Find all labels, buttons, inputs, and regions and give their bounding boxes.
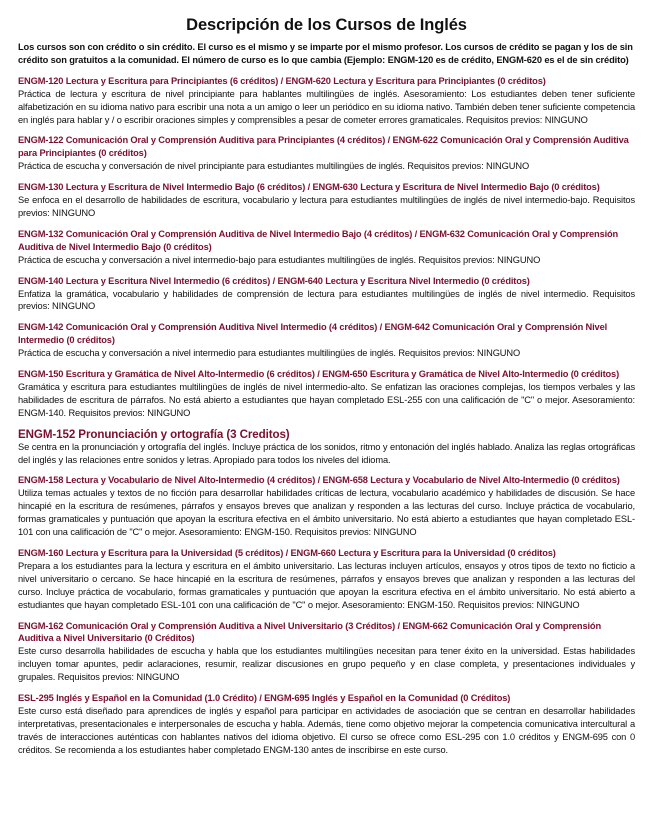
course-entry [18,134,635,173]
course-description: Práctica de escucha y conversación a nivel intermedio para estudiantes multilingües de inglés. Requisitos previos: NINGUNO [18,348,521,359]
course-description: Se centra en la pronunciación y ortografía del inglés. Incluye práctica de los sonidos, ritmo y entonación del inglés hablado. Analiza las reglas ortográficas del inglés y las relaciones entre sonidos y letras. Apropiado para todos los niveles del idioma. [18,441,635,465]
course-entry [18,321,635,360]
course-entry [18,474,635,539]
course-entry [18,547,635,612]
course-title: ESL-295 Inglés y Español en la Comunidad (1.0 Crédito) / ENGM-695 Inglés y Español en la Comunidad (0 Créditos) [18,693,511,704]
course-description: Gramática y escritura para estudiantes multilingües de inglés de nivel intermedio-alto. Se enfatizan las oraciones complejas, los tiempos verbales y las habilidades de escritura de párrafos. No está abierto a estudiantes que hayan completado ESL-255 con una calificación de "C" o mejor. Asesoramiento: ENGM-140. Requisitos previos: NINGUNO [18,381,635,418]
course-entry [18,228,635,267]
course-title: ENGM-122 Comunicación Oral y Comprensión Auditiva para Principiantes (4 créditos) / ENGM-622 Comunicación Oral y Comprensión Auditiva para Principiantes (0 créditos) [18,135,629,159]
course-title: ENGM-152 Pronunciación y ortografía (3 Creditos) [18,427,290,441]
course-description: Práctica de escucha y conversación de nivel principiante para estudiantes multilingües de inglés. Requisitos previos: NINGUNO [18,161,530,172]
intro-paragraph: Los cursos son con crédito o sin crédito. El curso es el mismo y se imparte por el mismo profesor. Los cursos de crédito se pagan y los de sin crédito son gratuitos a la comunidad. El número de curso es lo que cambia (Ejemplo: ENGM-120 es de crédito, ENGM-620 es el de sin crédito) [18,42,633,65]
course-description: Práctica de lectura y escritura de nivel principiante para hablantes multilingües de inglés. Asesoramiento: Los estudiantes deben tener suficiente alfabetización en su idioma nativo para escribir una nota a un amigo o leer un periódico en su idioma nativo. También deben tener suficiente competencia en inglés para hablar y / o escribir oraciones simples y comprensibles a pesar de cometer errores gramaticales. Requisitos previos: NINGUNO [18,88,635,125]
course-description: Este curso desarrolla habilidades de escucha y habla que los estudiantes multilingües necesitan para tener éxito en la universidad. Estas habilidades incluyen tomar apuntes, pedir aclaraciones, resumir, realizar discusiones en grupo pequeño y en clase completa, y presentaciones individuales y grupales. Requisitos previos: NINGUNO [18,646,635,683]
course-title: ENGM-142 Comunicación Oral y Comprensión Auditiva Nivel Intermedio (4 créditos) / ENGM-642 Comunicación Oral y Comprensión Nivel Intermedio (0 créditos) [18,322,608,346]
course-description: Se enfoca en el desarrollo de habilidades de escritura, vocabulario y lectura para estudiantes multilingües de inglés de nivel intermedio-bajo. Requisitos previos: NINGUNO [18,195,635,218]
course-description: Práctica de escucha y conversación a nivel intermedio-bajo para estudiantes multilingües de inglés. Requisitos previos: NINGUNO [18,254,541,265]
course-title: ENGM-120 Lectura y Escritura para Principiantes (6 créditos) / ENGM-620 Lectura y Escritura para Principiantes (0 créditos) [18,75,546,86]
course-entry [18,75,635,127]
course-title: ENGM-132 Comunicación Oral y Comprensión Auditiva de Nivel Intermedio Bajo (4 créditos) / ENGM-632 Comunicación Oral y Comprensión Auditiva de Nivel Intermedio Bajo (0 créditos) [18,228,619,252]
course-title: ENGM-158 Lectura y Vocabulario de Nivel Alto-Intermedio (4 créditos) / ENGM-658 Lectura y Vocabulario de Nivel Alto-Intermedio (0 créditos) [18,475,620,486]
course-entry [18,620,635,685]
course-title: ENGM-130 Lectura y Escritura de Nivel Intermedio Bajo (6 créditos) / ENGM-630 Lectura y Escritura de Nivel Intermedio Bajo (0 créditos) [18,182,600,193]
course-title: ENGM-162 Comunicación Oral y Comprensión Auditiva a Nivel Universitario (3 Créditos) / ENGM-662 Comunicación Oral y Comprensión Auditiva a Nivel Universitario (0 Créditos) [18,620,601,644]
course-description: Este curso está diseñado para aprendices de inglés y español para participar en actividades de asociación que se centran en desarrollar habilidades interpretativas, presentacionales e interpersonales de escucha y habla. Además, tiene como objetivo mejorar la competencia comunicativa intercultural a través de interacciones auténticas con hablantes nativos del idioma objetivo. El curso se ofrece como ESL-295 con 1.0 créditos y ENGM-695 con 0 créditos. Se recomienda a los estudiantes haber completado ENGM-130 antes de inscribirse en este curso. [18,705,635,755]
course-entry [18,428,635,467]
course-description: Prepara a los estudiantes para la lectura y escritura en el ámbito universitario. Las lecturas incluyen artículos, ensayos y otros tipos de texto no ficticio a nivel universitario o cercano. Se hace hincapié en la escritura de resúmenes, párrafos y ensayos breves que analizan y responden a las lecturas del curso. Incluye práctica de vocabulario, formas gramaticales y puntuación que apoyan la escritura efectiva en el ámbito universitario. No está abierto a estudiantes que hayan completado ESL-101 con una calificación de "C" o mejor. Asesoramiento: ENGM-150. Requisitos previos: NINGUNO [18,560,635,610]
course-title: ENGM-140 Lectura y Escritura Nivel Intermedio (6 créditos) / ENGM-640 Lectura y Escritura Nivel Intermedio (0 créditos) [18,275,530,286]
course-title: ENGM-150 Escritura y Gramática de Nivel Alto-Intermedio (6 créditos) / ENGM-650 Escritura y Gramática de Nivel Alto-Intermedio (0 créditos) [18,369,620,380]
course-entry [18,368,635,420]
course-description: Utiliza temas actuales y textos de no ficción para desarrollar habilidades críticas de lectura, vocabulario académico y habilidades de discusión. Se hace hincapié en la escritura de resúmenes, párrafos y ensayos breves que analizan y responden a las lecturas del curso. Incluye práctica de vocabulario, formas gramaticales y puntuación que apoyan la escritura efectiva en el ámbito universitario. No está abierto a estudiantes que hayan completado ESL-101 con una calificación de "C" o mejor. Asesoramiento: ENGM-150. Requisitos previos: NINGUNO [18,488,635,538]
course-entry [18,275,635,314]
page-title: Descripción de los Cursos de Inglés [186,16,467,34]
course-entry [18,692,635,757]
course-title: ENGM-160 Lectura y Escritura para la Universidad (5 créditos) / ENGM-660 Lectura y Escritura para la Universidad (0 créditos) [18,548,556,558]
course-entry [18,181,635,220]
course-description: Enfatiza la gramática, vocabulario y habilidades de comprensión de lectura para estudiantes multilingües de inglés de nivel intermedio. Requisitos previos: NINGUNO [18,288,635,312]
